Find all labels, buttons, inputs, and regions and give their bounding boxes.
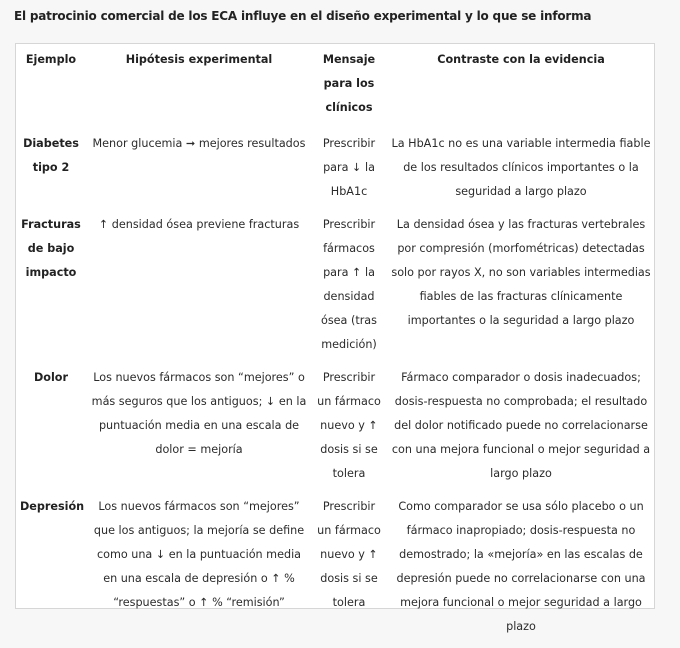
row-contraste: La densidad ósea y las fracturas vertebrales por compresión (morfométricas) detectadas solo por rayos X, no son variables intermedias fiables de las fracturas clínicamente importantes o la seguridad a largo plazo [391, 218, 651, 327]
header-mensaje: Mensaje para los clínicos [322, 53, 376, 114]
row-hipotesis: Menor glucemia ➞ mejores resultados [92, 137, 306, 150]
table-row [16, 132, 656, 213]
row-ejemplo: Depresión [20, 500, 85, 513]
row-mensaje: Prescribir un fármaco nuevo y ↑ dosis si se tolera [317, 500, 381, 609]
row-mensaje: Prescribir un fármaco nuevo y ↑ dosis si se tolera [317, 371, 381, 480]
header-ejemplo: Ejemplo [25, 53, 77, 66]
row-contraste: La HbA1c no es una variable intermedia fiable de los resultados clínicos importantes o la seguridad a largo plazo [391, 137, 651, 198]
row-ejemplo: Fracturas de bajo impacto [21, 218, 81, 279]
page-title: El patrocinio comercial de los ECA influye en el diseño experimental y lo que se informa [14, 9, 592, 23]
row-contraste: Como comparador se usa sólo placebo o un fármaco inapropiado; dosis-respuesta no demostrado; la «mejoría» en las escalas de depresión puede no correlacionarse con una mejora funcional o mejor seguridad a largo plazo [396, 500, 646, 633]
row-hipotesis: ↑ densidad ósea previene fracturas [98, 218, 300, 231]
table-header-row [16, 44, 656, 132]
row-ejemplo: Diabetes tipo 2 [23, 137, 79, 174]
evidence-table-container [15, 43, 655, 633]
table-row [16, 495, 656, 648]
row-mensaje: Prescribir fármacos para ↑ la densidad ósea (tras medición) [320, 218, 377, 351]
row-hipotesis: Los nuevos fármacos son “mejores” o más seguros que los antiguos; ↓ en la puntuación media en una escala de dolor = mejoría [91, 371, 307, 456]
row-contraste: Fármaco comparador o dosis inadecuados; dosis-respuesta no comprobada; el resultado del dolor notificado puede no correlacionarse con una mejora funcional o mejor seguridad a largo plazo [391, 371, 651, 480]
row-ejemplo: Dolor [33, 371, 68, 384]
header-hipotesis: Hipótesis experimental [125, 53, 273, 66]
table-row [16, 366, 656, 495]
header-contraste: Contraste con la evidencia [437, 53, 605, 66]
row-mensaje: Prescribir para ↓ la HbA1c [322, 137, 376, 198]
evidence-table [16, 44, 656, 648]
table-row [16, 213, 656, 366]
row-hipotesis: Los nuevos fármacos son “mejores” que los antiguos; la mejoría se define como una ↓ en la puntuación media en una escala de depresión o ↑ % “respuestas” o ↑ % “remisión” [93, 500, 305, 609]
